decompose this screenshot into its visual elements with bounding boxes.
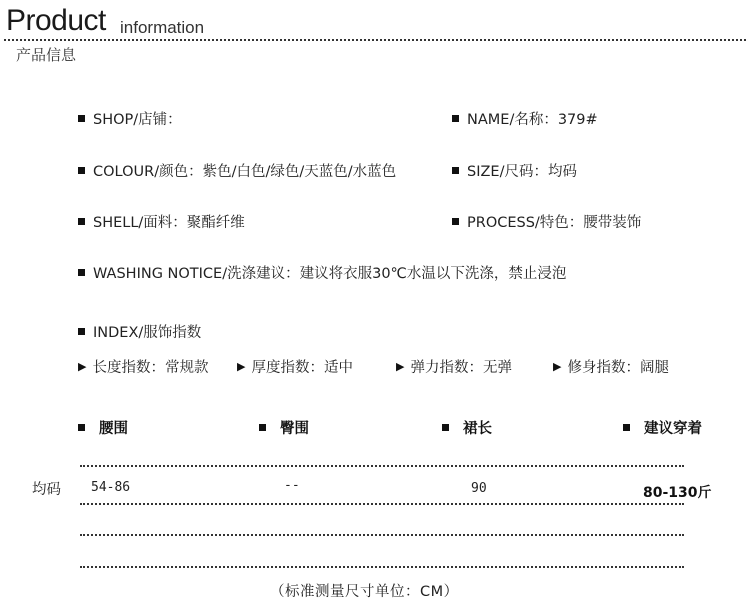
measurement-note: （标准测量尺寸单位：CM） — [270, 584, 459, 600]
attr-shell-text: SHELL/面料：聚酯纤维 — [93, 215, 245, 231]
table-cell-waist: 54-86 — [91, 480, 131, 495]
index-item — [396, 356, 512, 377]
triangle-right-icon: ▶ — [396, 360, 405, 373]
table-cell-hip: -- — [284, 478, 300, 493]
attr-name — [452, 108, 598, 129]
table-row-label: 均码 — [32, 482, 61, 498]
table-cell-length: 90 — [471, 481, 487, 496]
table-header-waist — [78, 417, 128, 438]
bullet-square-icon — [78, 167, 85, 174]
attr-size — [452, 160, 577, 181]
table-header-label: 裙长 — [463, 421, 492, 437]
bullet-square-icon — [452, 167, 459, 174]
index-heading-text: INDEX/服饰指数 — [93, 325, 202, 341]
table-header-length — [442, 417, 492, 438]
bullet-square-icon — [452, 115, 459, 122]
attr-shop-text: SHOP/店铺： — [93, 112, 182, 128]
attr-washing — [78, 262, 566, 283]
bullet-square-icon — [78, 424, 85, 431]
index-item — [237, 356, 353, 377]
table-header-label: 腰围 — [99, 421, 128, 437]
table-divider — [80, 503, 684, 505]
attr-shop — [78, 108, 182, 129]
table-divider — [80, 566, 684, 568]
attr-colour-text: COLOUR/颜色：紫色/白色/绿色/天蓝色/水蓝色 — [93, 164, 397, 180]
index-heading — [78, 321, 201, 342]
page-subtitle: 产品信息 — [16, 46, 77, 64]
bullet-square-icon — [442, 424, 449, 431]
bullet-square-icon — [259, 424, 266, 431]
index-item — [553, 356, 669, 377]
table-header-recommended — [623, 417, 702, 438]
table-cell-recommended: 80-130斤 — [643, 485, 712, 501]
title-sub: information — [120, 18, 205, 37]
bullet-square-icon — [78, 269, 85, 276]
triangle-right-icon: ▶ — [78, 360, 87, 373]
attr-colour — [78, 160, 396, 181]
attr-name-text: NAME/名称：379# — [467, 112, 598, 128]
table-divider — [80, 534, 684, 536]
index-item-elasticity: 弹力指数：无弹 — [410, 360, 512, 376]
attr-shell — [78, 211, 245, 232]
attr-process — [452, 211, 641, 232]
title-main: Product — [6, 4, 106, 37]
attr-washing-text: WASHING NOTICE/洗涤建议：建议将衣服30℃水温以下洗涤，禁止浸泡 — [93, 266, 567, 282]
bullet-square-icon — [623, 424, 630, 431]
index-item-thickness: 厚度指数：适中 — [251, 360, 353, 376]
bullet-square-icon — [78, 218, 85, 225]
table-header-label: 建议穿着 — [644, 421, 702, 437]
triangle-right-icon: ▶ — [553, 360, 562, 373]
bullet-square-icon — [78, 115, 85, 122]
triangle-right-icon: ▶ — [237, 360, 246, 373]
index-item-length: 长度指数：常规款 — [92, 360, 209, 376]
attr-size-text: SIZE/尺码：均码 — [467, 164, 577, 180]
index-item — [78, 356, 208, 377]
table-header-hip — [259, 417, 309, 438]
header-divider — [4, 39, 746, 41]
table-header-label: 臀围 — [280, 421, 309, 437]
table-divider — [80, 465, 684, 467]
bullet-square-icon — [452, 218, 459, 225]
index-item-fit: 修身指数：阔腿 — [567, 360, 669, 376]
attr-process-text: PROCESS/特色：腰带装饰 — [467, 215, 642, 231]
bullet-square-icon — [78, 328, 85, 335]
